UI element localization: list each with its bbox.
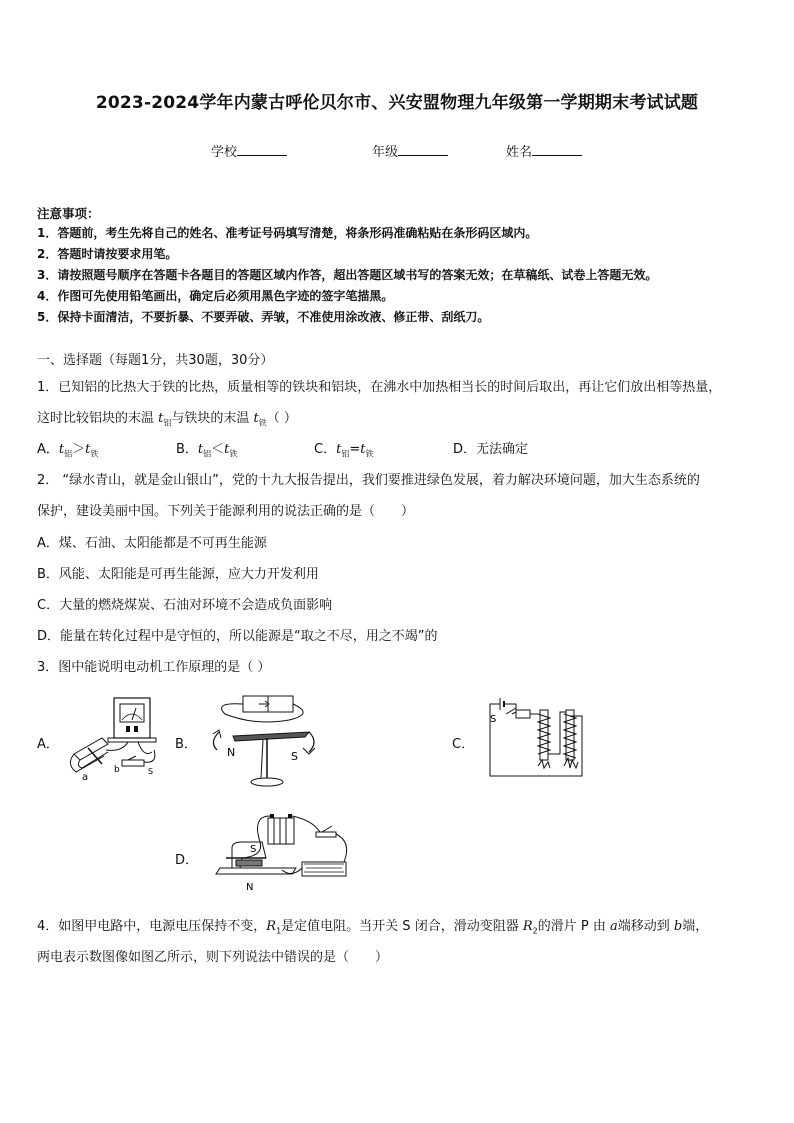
- q2-option-d[interactable]: D．能量在转化过程中是守恒的，所以能源是“取之不尽，用之不竭”的: [37, 629, 438, 644]
- q3-option-d-label[interactable]: D．: [175, 853, 199, 868]
- fig-b-label-s: S: [291, 750, 298, 763]
- q3-figure-d[interactable]: [212, 812, 357, 894]
- q3-option-a-label[interactable]: A．: [37, 737, 59, 752]
- q1-stem-line2: 这时比较铝块的末温 $t_铝$与铁块的末温 $t_铁$（ ）: [37, 411, 297, 428]
- q2-option-a[interactable]: A．煤、石油、太阳能都是不可再生能源: [37, 536, 267, 551]
- fig-b-label-n: N: [227, 746, 236, 759]
- q3-figure-a[interactable]: [62, 692, 172, 784]
- q1-stem-line1: 1．已知铝的比热大于铁的比热，质量相等的铁块和铝块，在沸水中加热相当长的时间后取出，再让它们放出相等热量，: [37, 380, 722, 395]
- name-field[interactable]: [506, 141, 582, 160]
- name-label: 姓名: [506, 145, 533, 160]
- school-field[interactable]: [211, 141, 287, 160]
- page-title: 2023-2024学年内蒙古呼伦贝尔市、兴安盟物理九年级第一学期期末考试试题: [95, 93, 699, 113]
- q2-stem-line2: 保护，建设美丽中国。下列关于能源利用的说法正确的是（ ）: [37, 504, 415, 519]
- q4-stem-line2: 两电表示数图像如图乙所示，则下列说法中错误的是（ ）: [37, 950, 389, 965]
- q3-figure-c[interactable]: [486, 694, 586, 782]
- fig-a-label-s: S: [148, 767, 154, 776]
- grade-blank[interactable]: [398, 143, 448, 156]
- fig-d-label-n: N: [246, 882, 254, 893]
- notes-heading: 注意事项：: [37, 206, 100, 221]
- note-item: 3．请按照题号顺序在答题卡各题目的答题区域内作答，超出答题区域书写的答案无效；在草稿纸、试卷上答题无效。: [37, 268, 658, 282]
- fig-d-label-s: S: [250, 844, 257, 855]
- q3-option-b-label[interactable]: B．: [175, 737, 197, 752]
- grade-field[interactable]: [372, 141, 448, 160]
- fig-a-label-a: a: [82, 772, 89, 783]
- q1-option-b[interactable]: B．$t_铝<t_铁$: [176, 442, 238, 459]
- q2-option-c[interactable]: C．大量的燃烧煤炭、石油对环境不会造成负面影响: [37, 598, 333, 613]
- note-item: 5．保持卡面清洁，不要折暴、不要弄破、弄皱，不准使用涂改液、修正带、刮纸刀。: [37, 310, 490, 324]
- fig-c-label-s: S: [490, 714, 497, 725]
- grade-label: 年级: [372, 145, 399, 160]
- note-item: 1．答题前，考生先将自己的姓名、准考证号码填写清楚，将条形码准确粘贴在条形码区域内。: [37, 226, 538, 240]
- school-label: 学校: [211, 145, 238, 160]
- q2-option-b[interactable]: B．风能、太阳能是可再生能源，应大力开发利用: [37, 567, 319, 582]
- section-heading: 一、选择题（每题1分，共30题，30分）: [37, 353, 274, 368]
- q3-stem: 3．图中能说明电动机工作原理的是（ ）: [37, 660, 271, 675]
- q3-figure-b[interactable]: [205, 690, 325, 790]
- q2-stem-line1: 2． “绿水青山，就是金山银山”，党的十九大报告提出，我们要推进绿色发展，着力解决环境问题，加大生态系统的: [37, 473, 700, 488]
- name-blank[interactable]: [532, 143, 582, 156]
- note-item: 2．答题时请按要求用笔。: [37, 247, 178, 261]
- school-blank[interactable]: [237, 143, 287, 156]
- q3-option-c-label[interactable]: C．: [452, 737, 475, 752]
- note-item: 4．作图可先使用铅笔画出，确定后必须用黑色字迹的签字笔描黑。: [37, 289, 394, 303]
- q1-option-d[interactable]: D．无法确定: [453, 442, 529, 457]
- q1-option-a[interactable]: A．$t_铝>t_铁$: [37, 442, 99, 459]
- fig-a-label-b: b: [114, 765, 120, 775]
- q1-option-c[interactable]: C．$t_铝=t_铁$: [314, 442, 374, 459]
- q4-stem-line1: 4．如图甲电路中，电源电压保持不变，$R_1$是定值电阻。当开关 S 闭合，滑动变阻器 $R_2$的滑片 P 由 a端移动到 b端，: [37, 919, 709, 936]
